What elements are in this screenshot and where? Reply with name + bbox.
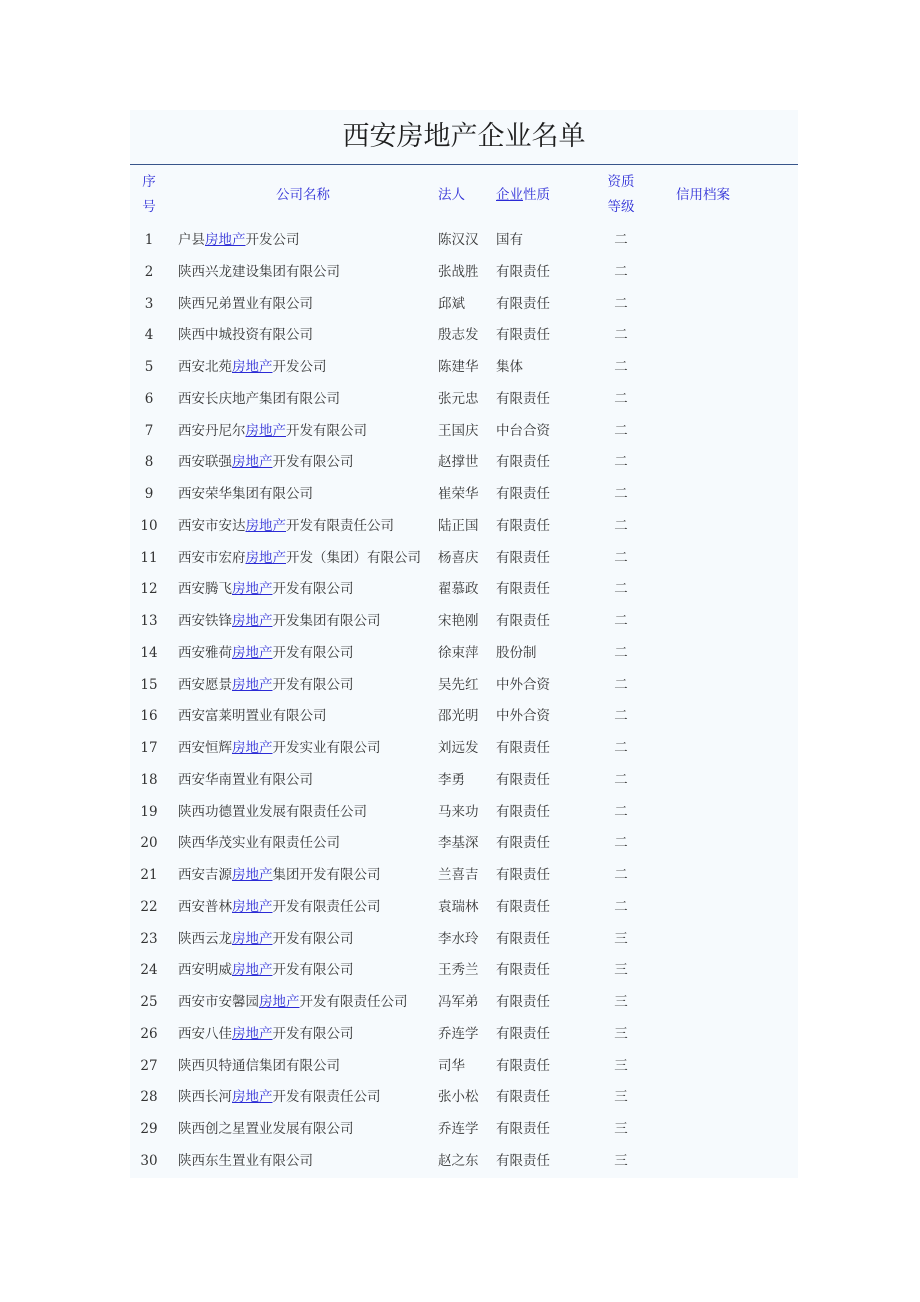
company-name-prefix: 西安富莱明置业有限公司 [178, 708, 327, 725]
qualification-grade: 二 [614, 517, 628, 534]
enterprise-type: 有限责任 [496, 613, 550, 629]
real-estate-link[interactable]: 房地产 [259, 994, 300, 1010]
legal-person: 杨喜庆 [438, 549, 479, 566]
enterprise-type: 有限责任 [496, 327, 550, 344]
company-name-prefix: 西安市安馨园 [178, 994, 259, 1010]
company-name-prefix: 陕西中城投资有限公司 [178, 327, 313, 344]
legal-person: 宋艳刚 [438, 613, 479, 629]
credit-file [666, 1051, 798, 1083]
real-estate-link[interactable]: 房地产 [232, 1025, 273, 1042]
qualification-grade: 二 [614, 867, 628, 883]
credit-file [666, 955, 798, 987]
qualification-grade: 三 [614, 962, 628, 979]
company-table [130, 165, 798, 1178]
table-row [130, 1114, 798, 1146]
company-name-suffix: 开发有限责任公司 [272, 1089, 381, 1106]
qualification-grade: 三 [614, 1089, 628, 1106]
real-estate-link[interactable]: 房地产 [232, 962, 273, 979]
real-estate-link[interactable]: 房地产 [232, 676, 273, 693]
real-estate-link[interactable]: 房地产 [232, 740, 273, 756]
row-number: 6 [144, 390, 154, 407]
table-header-row [130, 165, 798, 225]
company-name-suffix: 开发（集团）有限公司 [286, 549, 421, 566]
company-name-prefix: 西安吉源 [178, 867, 232, 883]
row-number: 24 [140, 962, 158, 979]
qualification-grade: 二 [614, 232, 628, 248]
company-name [168, 447, 438, 479]
row-number: 20 [140, 835, 158, 852]
header-enterprise-type: 企业性质 [496, 186, 550, 203]
credit-file [666, 320, 798, 352]
row-number: 4 [144, 327, 154, 344]
credit-file [666, 479, 798, 511]
company-name-suffix: 开发有限责任公司 [286, 517, 394, 534]
qualification-grade: 三 [614, 930, 628, 947]
table-row [130, 511, 798, 543]
legal-person: 马来功 [438, 803, 479, 820]
qualification-grade: 二 [614, 581, 628, 598]
company-name [168, 987, 438, 1019]
company-name-suffix: 开发有限公司 [286, 422, 367, 439]
table-row [130, 289, 798, 321]
table-row [130, 479, 798, 511]
real-estate-link[interactable]: 房地产 [232, 359, 273, 375]
table-row [130, 257, 798, 289]
table-row [130, 352, 798, 384]
company-name [168, 1114, 438, 1146]
enterprise-type: 中外合资 [496, 708, 550, 725]
qualification-grade: 三 [614, 1025, 628, 1042]
table-row [130, 701, 798, 733]
row-number: 1 [144, 232, 154, 248]
company-name-prefix: 西安普林 [178, 898, 232, 915]
page-title: 西安房地产企业名单 [130, 110, 798, 165]
enterprise-type: 有限责任 [496, 962, 550, 979]
row-number: 19 [140, 803, 158, 820]
real-estate-link[interactable]: 房地产 [232, 867, 273, 883]
enterprise-type: 有限责任 [496, 994, 550, 1010]
company-name-prefix: 陕西东生置业有限公司 [178, 1152, 313, 1169]
document-page [130, 110, 798, 1178]
enterprise-type: 有限责任 [496, 549, 550, 566]
header-grade: 资质 等级 [607, 174, 635, 215]
real-estate-link[interactable]: 房地产 [232, 454, 273, 471]
legal-person: 乔连学 [438, 1121, 479, 1137]
row-number: 13 [140, 613, 158, 629]
row-number: 7 [144, 422, 154, 439]
legal-person: 吴先红 [438, 676, 479, 693]
enterprise-type: 有限责任 [496, 454, 550, 471]
credit-file [666, 606, 798, 638]
company-name [168, 574, 438, 606]
company-name-prefix: 西安八佳 [178, 1025, 232, 1042]
credit-file [666, 289, 798, 321]
legal-person: 张元忠 [438, 390, 479, 407]
company-name-prefix: 西安长庆地产集团有限公司 [178, 390, 340, 407]
legal-person: 李勇 [438, 771, 465, 788]
credit-file [666, 701, 798, 733]
table-row [130, 1082, 798, 1114]
real-estate-link[interactable]: 房地产 [232, 581, 273, 598]
row-number: 17 [140, 740, 158, 756]
real-estate-link[interactable]: 房地产 [232, 898, 273, 915]
company-name-prefix: 西安市宏府 [178, 549, 246, 566]
qualification-grade: 二 [614, 898, 628, 915]
company-name-suffix: 开发有限公司 [272, 581, 354, 598]
table-row [130, 225, 798, 257]
company-name-prefix: 西安丹尼尔 [178, 422, 246, 439]
header-no: 序 号 [142, 174, 156, 215]
row-number: 3 [144, 295, 154, 312]
company-name [168, 1019, 438, 1051]
row-number: 26 [140, 1025, 158, 1042]
header-legal-person: 法人 [438, 186, 465, 203]
company-name-prefix: 陕西长河 [178, 1089, 232, 1106]
legal-person: 陆正国 [438, 517, 479, 534]
company-name [168, 606, 438, 638]
row-number: 12 [140, 581, 158, 598]
credit-file [666, 860, 798, 892]
qualification-grade: 二 [614, 549, 628, 566]
qualification-grade: 二 [614, 644, 628, 661]
row-number: 27 [140, 1057, 158, 1074]
table-row [130, 765, 798, 797]
legal-person: 乔连学 [438, 1025, 479, 1042]
table-row [130, 638, 798, 670]
company-name-suffix: 开发公司 [245, 232, 300, 248]
qualification-grade: 二 [614, 835, 628, 852]
qualification-grade: 二 [614, 613, 628, 629]
enterprise-type: 有限责任 [496, 771, 550, 788]
table-row [130, 733, 798, 765]
legal-person: 王秀兰 [438, 962, 479, 979]
legal-person: 崔荣华 [438, 486, 479, 502]
credit-file [666, 225, 798, 257]
legal-person: 冯军弟 [438, 994, 479, 1010]
table-row [130, 955, 798, 987]
credit-file [666, 1019, 798, 1051]
header-credit-file: 信用档案 [676, 186, 730, 203]
legal-person: 王国庆 [438, 422, 479, 439]
enterprise-type: 有限责任 [496, 898, 550, 915]
enterprise-type: 有限责任 [496, 1089, 550, 1106]
company-name [168, 225, 438, 257]
enterprise-type: 中外合资 [496, 676, 550, 693]
company-name-prefix: 陕西兄弟置业有限公司 [178, 295, 313, 312]
company-name [168, 1082, 438, 1114]
legal-person: 张小松 [438, 1089, 479, 1106]
company-name-suffix: 开发有限责任公司 [299, 994, 408, 1010]
legal-person: 殷志发 [438, 327, 479, 344]
company-name-suffix: 开发有限责任公司 [272, 898, 381, 915]
qualification-grade: 二 [614, 708, 628, 725]
credit-file [666, 257, 798, 289]
table-row [130, 828, 798, 860]
qualification-grade: 二 [614, 359, 628, 375]
credit-file [666, 416, 798, 448]
credit-file [666, 733, 798, 765]
company-name-prefix: 西安联强 [178, 454, 232, 471]
qualification-grade: 二 [614, 454, 628, 471]
credit-file [666, 1146, 798, 1178]
company-name-prefix: 西安腾飞 [178, 581, 232, 598]
table-row [130, 987, 798, 1019]
enterprise-type: 有限责任 [496, 581, 550, 598]
real-estate-link[interactable]: 房地产 [232, 644, 273, 661]
enterprise-type: 有限责任 [496, 517, 550, 534]
company-name [168, 701, 438, 733]
legal-person: 陈汉汉 [438, 232, 479, 248]
enterprise-type: 有限责任 [496, 867, 550, 883]
company-name-prefix: 陕西创之星置业发展有限公司 [178, 1121, 354, 1137]
company-name [168, 384, 438, 416]
row-number: 16 [140, 708, 158, 725]
qualification-grade: 二 [614, 771, 628, 788]
company-name-suffix: 集团开发有限公司 [272, 867, 381, 883]
credit-file [666, 352, 798, 384]
legal-person: 袁瑞林 [438, 898, 479, 915]
real-estate-link[interactable]: 房地产 [232, 930, 273, 947]
credit-file [666, 828, 798, 860]
table-row [130, 892, 798, 924]
credit-file [666, 543, 798, 575]
qualification-grade: 二 [614, 327, 628, 344]
enterprise-type: 股份制 [496, 644, 537, 661]
credit-file [666, 987, 798, 1019]
qualification-grade: 二 [614, 676, 628, 693]
row-number: 15 [140, 676, 158, 693]
company-name-prefix: 陕西功德置业发展有限责任公司 [178, 803, 367, 820]
enterprise-type: 有限责任 [496, 740, 550, 756]
company-name-prefix: 西安恒辉 [178, 740, 232, 756]
enterprise-type: 有限责任 [496, 1057, 550, 1074]
company-name-suffix: 开发有限公司 [272, 454, 354, 471]
credit-file [666, 447, 798, 479]
company-name-prefix: 西安北苑 [178, 359, 232, 375]
company-name [168, 543, 438, 575]
credit-file [666, 892, 798, 924]
legal-person: 徐束萍 [438, 644, 479, 661]
row-number: 8 [144, 454, 154, 471]
qualification-grade: 三 [614, 1152, 628, 1169]
company-name-prefix: 西安荣华集团有限公司 [178, 486, 313, 502]
company-name [168, 416, 438, 448]
enterprise-type: 有限责任 [496, 835, 550, 852]
company-name-suffix: 开发有限公司 [272, 1025, 354, 1042]
enterprise-type: 集体 [496, 359, 523, 375]
legal-person: 刘远发 [438, 740, 479, 756]
legal-person: 张战胜 [438, 263, 479, 280]
table-row [130, 1051, 798, 1083]
credit-file [666, 1114, 798, 1146]
table-row [130, 797, 798, 829]
qualification-grade: 三 [614, 1057, 628, 1074]
row-number: 22 [140, 898, 158, 915]
company-name [168, 670, 438, 702]
company-name [168, 797, 438, 829]
qualification-grade: 二 [614, 263, 628, 280]
enterprise-type: 国有 [496, 232, 523, 248]
legal-person: 赵之东 [438, 1152, 479, 1169]
credit-file [666, 384, 798, 416]
enterprise-type: 有限责任 [496, 1121, 550, 1137]
credit-file [666, 511, 798, 543]
legal-person: 司华 [438, 1057, 465, 1074]
real-estate-link[interactable]: 房地产 [245, 549, 286, 566]
row-number: 5 [144, 359, 154, 375]
credit-file [666, 670, 798, 702]
legal-person: 邵光明 [438, 708, 479, 725]
company-name-prefix: 西安市安达 [178, 517, 246, 534]
row-number: 21 [140, 867, 158, 883]
legal-person: 陈建华 [438, 359, 479, 375]
table-body [130, 225, 798, 1178]
table-row [130, 606, 798, 638]
company-name-prefix: 西安雅荷 [178, 644, 232, 661]
company-name-suffix: 开发有限公司 [272, 930, 354, 947]
qualification-grade: 二 [614, 422, 628, 439]
qualification-grade: 三 [614, 994, 628, 1010]
enterprise-link[interactable]: 企业 [496, 186, 523, 203]
real-estate-link[interactable]: 房地产 [245, 422, 286, 439]
legal-person: 兰喜吉 [438, 867, 479, 883]
company-name-prefix: 西安明威 [178, 962, 232, 979]
table-row [130, 416, 798, 448]
legal-person: 李基深 [438, 835, 479, 852]
enterprise-type: 有限责任 [496, 930, 550, 947]
company-name [168, 765, 438, 797]
company-name-suffix: 开发有限公司 [272, 962, 354, 979]
qualification-grade: 二 [614, 390, 628, 407]
row-number: 18 [140, 771, 158, 788]
table-row [130, 670, 798, 702]
legal-person: 李水玲 [438, 930, 479, 947]
company-name [168, 860, 438, 892]
qualification-grade: 二 [614, 803, 628, 820]
company-name [168, 924, 438, 956]
company-name [168, 352, 438, 384]
table-row [130, 860, 798, 892]
company-name [168, 320, 438, 352]
table-row [130, 447, 798, 479]
legal-person: 赵撑世 [438, 454, 479, 471]
company-name [168, 479, 438, 511]
table-row [130, 1019, 798, 1051]
row-number: 11 [140, 549, 158, 566]
company-name [168, 638, 438, 670]
company-name-suffix: 开发有限公司 [272, 676, 354, 693]
credit-file [666, 924, 798, 956]
qualification-grade: 二 [614, 295, 628, 312]
legal-person: 邱斌 [438, 295, 465, 312]
row-number: 29 [140, 1121, 158, 1137]
credit-file [666, 765, 798, 797]
company-name [168, 511, 438, 543]
company-name-prefix: 西安愿景 [178, 676, 232, 693]
real-estate-link[interactable]: 房地产 [245, 517, 286, 534]
table-row [130, 924, 798, 956]
enterprise-type: 有限责任 [496, 263, 550, 280]
company-name-suffix: 开发集团有限公司 [272, 613, 381, 629]
real-estate-link[interactable]: 房地产 [205, 232, 246, 248]
company-name-prefix: 陕西华茂实业有限责任公司 [178, 835, 340, 852]
row-number: 28 [140, 1089, 158, 1106]
row-number: 10 [140, 517, 158, 534]
qualification-grade: 二 [614, 740, 628, 756]
company-name-suffix: 开发公司 [272, 359, 327, 375]
enterprise-type: 中台合资 [496, 422, 550, 439]
credit-file [666, 638, 798, 670]
legal-person: 翟慕政 [438, 581, 479, 598]
row-number: 2 [144, 263, 154, 280]
company-name-prefix: 户县 [178, 232, 205, 248]
enterprise-type: 有限责任 [496, 1152, 550, 1169]
credit-file [666, 1082, 798, 1114]
row-number: 23 [140, 930, 158, 947]
table-row [130, 320, 798, 352]
enterprise-type: 有限责任 [496, 295, 550, 312]
credit-file [666, 574, 798, 606]
company-name [168, 1146, 438, 1178]
company-name [168, 892, 438, 924]
company-name [168, 1051, 438, 1083]
company-name-suffix: 开发实业有限公司 [272, 740, 381, 756]
company-name-prefix: 陕西贝特通信集团有限公司 [178, 1057, 340, 1074]
company-name-prefix: 西安华南置业有限公司 [178, 771, 313, 788]
company-name-suffix: 开发有限公司 [272, 644, 354, 661]
company-name-prefix: 陕西云龙 [178, 930, 232, 947]
table-row [130, 384, 798, 416]
company-name [168, 289, 438, 321]
enterprise-type: 有限责任 [496, 486, 550, 502]
qualification-grade: 二 [614, 486, 628, 502]
company-name [168, 257, 438, 289]
credit-file [666, 797, 798, 829]
company-name [168, 955, 438, 987]
real-estate-link[interactable]: 房地产 [232, 613, 273, 629]
qualification-grade: 三 [614, 1121, 628, 1137]
enterprise-type: 有限责任 [496, 390, 550, 407]
table-row [130, 574, 798, 606]
table-row [130, 1146, 798, 1178]
enterprise-type: 有限责任 [496, 803, 550, 820]
company-name [168, 733, 438, 765]
row-number: 9 [144, 486, 154, 502]
company-name-prefix: 西安铁锋 [178, 613, 232, 629]
header-company-name: 公司名称 [276, 186, 330, 203]
row-number: 14 [140, 644, 158, 661]
row-number: 30 [140, 1152, 158, 1169]
row-number: 25 [140, 994, 158, 1010]
company-name [168, 828, 438, 860]
company-name-prefix: 陕西兴龙建设集团有限公司 [178, 263, 340, 280]
real-estate-link[interactable]: 房地产 [232, 1089, 273, 1106]
table-row [130, 543, 798, 575]
enterprise-type: 有限责任 [496, 1025, 550, 1042]
